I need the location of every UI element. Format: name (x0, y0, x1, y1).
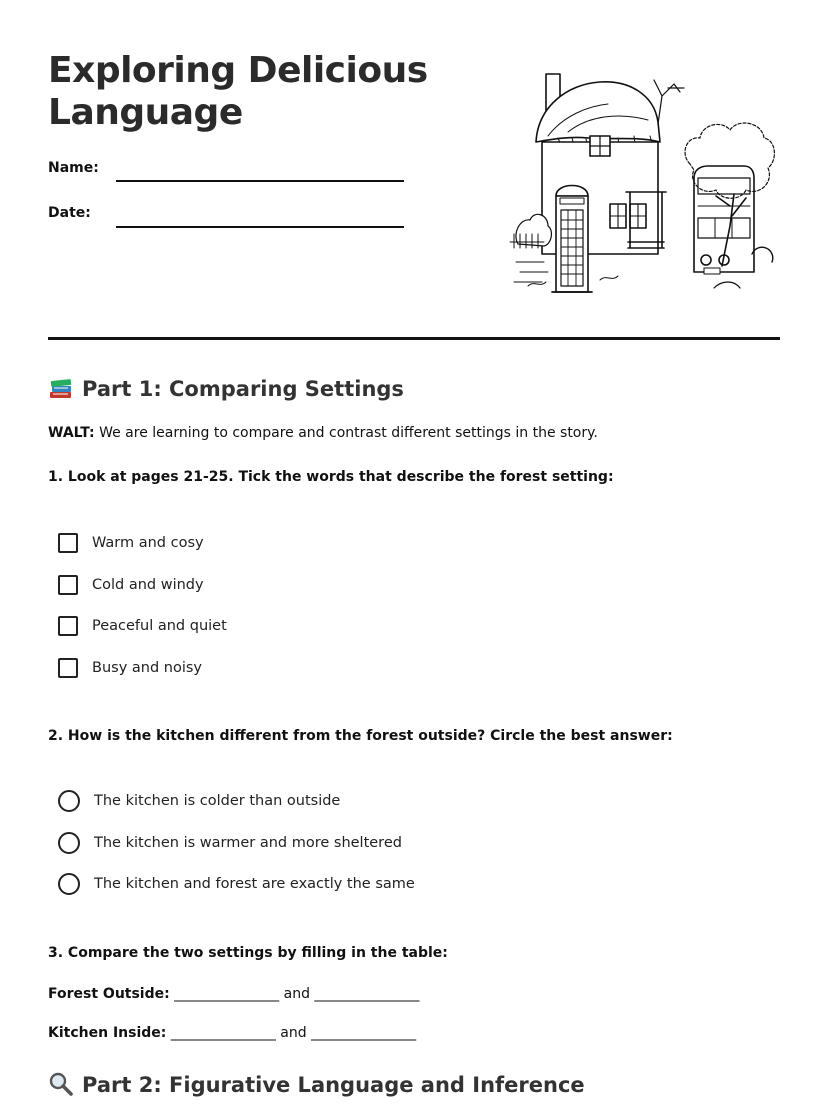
question-3: 3. Compare the two settings by filling in the table: (48, 945, 448, 961)
walt-label: WALT: (48, 425, 95, 441)
q1-checkbox[interactable] (58, 658, 78, 678)
walt-text: We are learning to compare and contrast different settings in the story. (94, 425, 598, 441)
cottage-street-illustration (508, 66, 780, 298)
q2-option[interactable] (58, 831, 402, 855)
forest-label: Forest Outside: (48, 986, 170, 1002)
kitchen-fill-row[interactable] (48, 1025, 416, 1041)
q1-option[interactable] (58, 614, 227, 638)
q2-option-label: The kitchen is colder than outside (94, 793, 341, 809)
worksheet-title (48, 50, 468, 134)
part1-heading-text: Part 1: Comparing Settings (82, 377, 404, 401)
q1-option[interactable] (58, 656, 202, 680)
q1-checkbox[interactable] (58, 616, 78, 636)
q1-checkbox[interactable] (58, 533, 78, 553)
kitchen-label: Kitchen Inside: (48, 1025, 167, 1041)
question-1: 1. Look at pages 21-25. Tick the words that describe the forest setting: (48, 469, 614, 485)
title-line-1: Exploring Delicious (48, 50, 428, 91)
header-divider (48, 337, 780, 340)
books-icon (48, 375, 74, 401)
q2-circle[interactable] (58, 873, 80, 895)
part2-heading-text: Part 2: Figurative Language and Inference (82, 1073, 585, 1097)
q1-option-label: Busy and noisy (92, 660, 202, 676)
kitchen-blanks[interactable]: _______________ and _______________ (166, 1025, 417, 1041)
name-line (116, 180, 404, 182)
question-2: 2. How is the kitchen different from the forest outside? Circle the best answer: (48, 728, 673, 744)
name-label: Name: (48, 160, 99, 176)
title-line-2: Language (48, 92, 243, 133)
magnifier-icon (48, 1071, 74, 1097)
q2-option[interactable] (58, 789, 340, 813)
forest-blanks[interactable]: _______________ and _______________ (169, 986, 420, 1002)
q1-option-label: Cold and windy (92, 577, 204, 593)
q1-checkbox[interactable] (58, 575, 78, 595)
q2-circle[interactable] (58, 832, 80, 854)
q2-option-label: The kitchen and forest are exactly the same (94, 876, 415, 892)
date-label: Date: (48, 205, 91, 221)
walt-statement (48, 425, 598, 441)
q2-option-label: The kitchen is warmer and more sheltered (94, 835, 402, 851)
q1-option-label: Warm and cosy (92, 535, 204, 551)
q1-option-label: Peaceful and quiet (92, 618, 227, 634)
date-line (116, 226, 404, 228)
q1-option[interactable] (58, 573, 204, 597)
part1-heading (48, 375, 404, 401)
forest-fill-row[interactable] (48, 986, 419, 1002)
q1-option[interactable] (58, 531, 204, 555)
q2-option[interactable] (58, 872, 415, 896)
part2-heading (48, 1071, 585, 1097)
q2-circle[interactable] (58, 790, 80, 812)
